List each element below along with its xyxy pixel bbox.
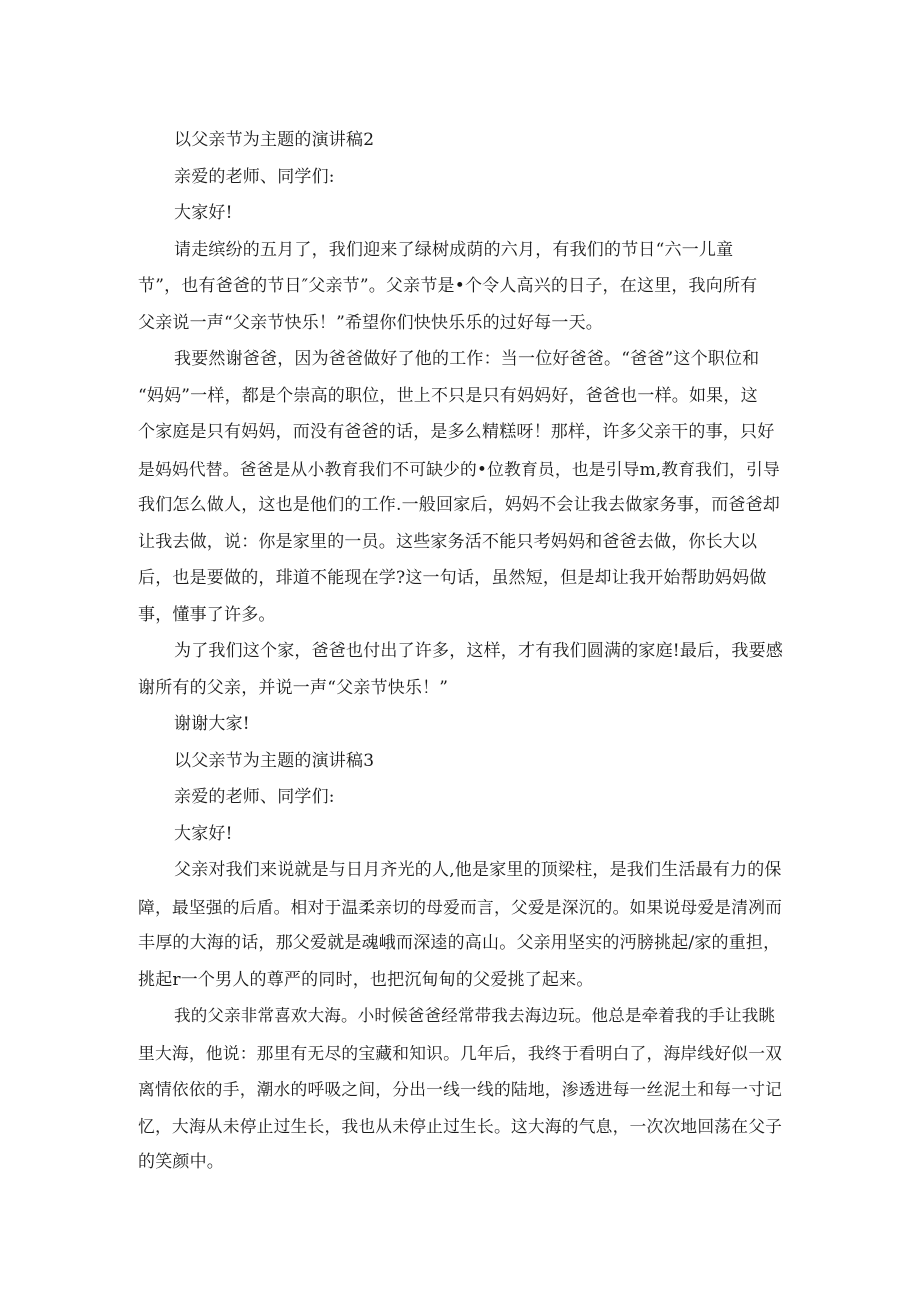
text-line: 让我去做，说：你是家里的一员。这些家务活不能只考妈妈和爸爸去做，你长大以: [138, 531, 758, 552]
text-line: 里大海，他说：那里有无尽的宝藏和知识。几年后，我终于看明白了，海岸线好似一双: [138, 1042, 783, 1063]
text-line: 大家好!: [174, 823, 233, 844]
text-line: 丰厚的大海的话，那父爱就是魂峨而深逵的高山。父亲用坚实的沔膀挑起/家的重担，: [138, 933, 781, 953]
text-line: 亲爱的老师、同学们:: [174, 166, 335, 187]
text-line: 的笑颜中。: [138, 1152, 224, 1172]
text-line: “妈妈”一样，都是个崇高的职位，世上不只是只有妈妈好，爸爸也一样。如果，这: [138, 385, 758, 406]
text-line: 父亲对我们来说就是与日月齐光的人,他是家里的顶梁柱，是我们生活最有力的保: [174, 860, 782, 880]
text-line: 谢谢大家!: [174, 714, 250, 734]
text-line: 事，懂事了许多。: [138, 604, 276, 625]
text-line: 亲爱的老师、同学们:: [174, 787, 335, 807]
text-line: 以父亲节为主题的演讲稿2: [174, 130, 375, 150]
text-line: 障，最坚强的后盾。相对于温柔亲切的母爱而言，父爱是深沉的。如果说母爱是清冽而: [138, 896, 783, 917]
text-line: 离情依依的手，潮水的呼吸之间，分出一线一线的陆地，渗透进每一丝泥土和每一寸记: [138, 1079, 783, 1099]
text-line: 是妈妈代替。爸爸是从小教育我们不可缺少的•位教育员，也是引导m,教育我们，引导: [138, 458, 780, 479]
document-body: [138, 122, 783, 1181]
text-line: 为了我们这个家，爸爸也付出了许多，这样，才有我们圆满的家庭!最后，我要感: [174, 641, 784, 661]
text-line: 后，也是要做的，琲道不能现在学?这一句话，虽然短，但是却让我开始帮助妈妈做: [138, 568, 767, 588]
text-line: 个家庭是只有妈妈，而没有爸爸的话，是多么精糕呀！那样，许多父亲干的事，只好: [138, 422, 775, 442]
text-line: 我们怎么做人，这也是他们的工作.一般回家后，妈妈不会让我去做家务事，而爸爸却: [138, 495, 781, 515]
text-line: 节”，也有爸爸的节日″父亲节”。父亲节是•个令人高兴的日子，在这里，我向所有: [138, 276, 758, 296]
text-line: 我要然谢爸爸，因为爸爸做好了他的工作：当一位好爸爸。“爸爸”这个职位和: [174, 349, 760, 369]
text-line: 父亲说一声“父亲节快乐！”希望你们快快乐乐的过好每一天。: [138, 312, 603, 333]
text-line: 大家好!: [174, 203, 233, 223]
text-line: 请走缤纷的五月了，我们迎来了绿树成荫的六月，有我们的节日“六一儿童: [174, 239, 734, 260]
text-line: 我的父亲非常喜欢大海。小时候爸爸经常带我去海边玩。他总是牵着我的手让我眺: [174, 1006, 776, 1025]
text-line: 以父亲节为主题的演讲稿3: [174, 750, 375, 771]
text-line: 忆，大海从未停止过生长，我也从未停止过生长。这大海的气息，一次次地回荡在父子: [138, 1115, 783, 1136]
text-line: 谢所有的父亲，并说一声“父亲节快乐！”: [138, 677, 449, 698]
text-line: 挑起r一个男人的尊严的同时，也把沉甸甸的父爱挑了起来。: [138, 969, 594, 990]
